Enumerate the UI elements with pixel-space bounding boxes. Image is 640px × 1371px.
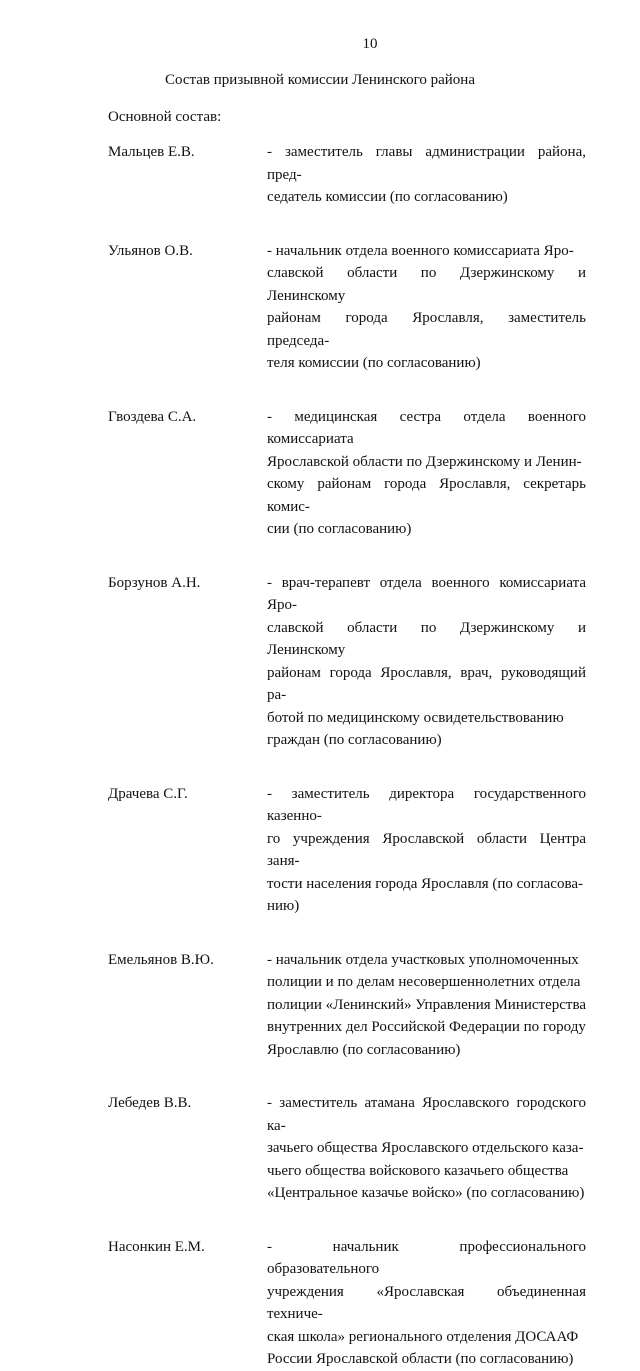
member-role [267,572,586,752]
role-line: Ярославской области по Дзержинскому и Ленин- [267,453,582,470]
role-line: тости населения города Ярославля (по согласова- [267,875,583,892]
role-line: славской области по Дзержинскому и Ленинскому [267,265,586,304]
role-line: внутренних дел Российской Федерации по городу [267,1019,586,1035]
member-role [267,1236,586,1371]
member-row [0,949,640,1062]
role-line: полиции и по делам несовершеннолетних отдела [267,974,581,990]
member-role [267,240,586,375]
role-line: - заместитель директора государственного казенно- [267,785,586,824]
role-line: - заместитель атамана Ярославского городского ка- [267,1095,586,1134]
role-line: - заместитель главы администрации района, пред- [267,144,586,183]
member-name: Гвоздева С.А. [108,408,197,425]
member-role [267,783,586,918]
role-line: славской области по Дзержинскому и Ленинскому [267,619,586,658]
role-line: Ярославлю (по согласованию) [267,1041,461,1058]
member-role [267,1092,586,1205]
role-line: России Ярославской области (по согласованию) [267,1351,574,1367]
role-line: чьего общества войскового казачьего общества [267,1162,569,1179]
role-line: полиции «Ленинский» Управления Министерства [267,996,586,1013]
member-name: Емельянов В.Ю. [108,951,214,968]
role-line: районам города Ярославля, врач, руководящий ра- [267,664,586,703]
member-name: Ульянов О.В. [108,242,193,259]
member-role [267,406,586,541]
role-line: го учреждения Ярославской области Центра заня- [267,830,586,869]
page-number: 10 [362,36,378,52]
role-line: теля комиссии (по согласованию) [267,355,481,371]
member-role [267,141,586,209]
member-role [267,949,586,1062]
section-heading: Основной состав: [108,109,222,125]
role-line: сии (по согласованию) [267,521,412,537]
role-line: скому районам города Ярославля, секретарь комис- [267,476,586,515]
role-line: районам города Ярославля, заместитель председа- [267,310,586,349]
member-row [0,783,640,918]
role-line: - начальник отдела военного комиссариата Яро- [267,242,574,259]
role-line: ботой по медицинскому освидетельствованию [267,709,564,726]
role-line: - врач-терапевт отдела военного комиссариата Яро- [267,574,586,613]
role-line: «Центральное казачье войско» (по согласованию) [267,1185,585,1201]
member-name: Мальцев Е.В. [108,144,195,160]
member-row [0,141,640,209]
document-title: Состав призывной комиссии Ленинского района [165,72,475,88]
member-row [0,572,640,752]
member-row [0,240,640,375]
member-row [0,1236,640,1371]
role-line: учреждения «Ярославская объединенная техниче- [267,1283,586,1322]
role-line: зачьего общества Ярославского отдельского каза- [267,1140,584,1156]
member-name: Лебедев В.В. [108,1095,192,1111]
member-row [0,1092,640,1205]
commission-members-list [0,141,640,1371]
role-line: ская школа» регионального отделения ДОСААФ [267,1328,579,1345]
member-name: Борзунов А.Н. [108,574,201,591]
role-line: седатель комиссии (по согласованию) [267,189,508,205]
member-row [0,406,640,541]
role-line: - начальник профессионального образовательного [267,1238,586,1277]
role-line: - медицинская сестра отдела военного комиссариата [267,408,586,447]
role-line: граждан (по согласованию) [267,732,442,748]
member-name: Насонкин Е.М. [108,1238,205,1255]
role-line: нию) [267,898,300,914]
role-line: - начальник отдела участковых уполномоченных [267,951,579,968]
member-name: Драчева С.Г. [108,785,188,802]
